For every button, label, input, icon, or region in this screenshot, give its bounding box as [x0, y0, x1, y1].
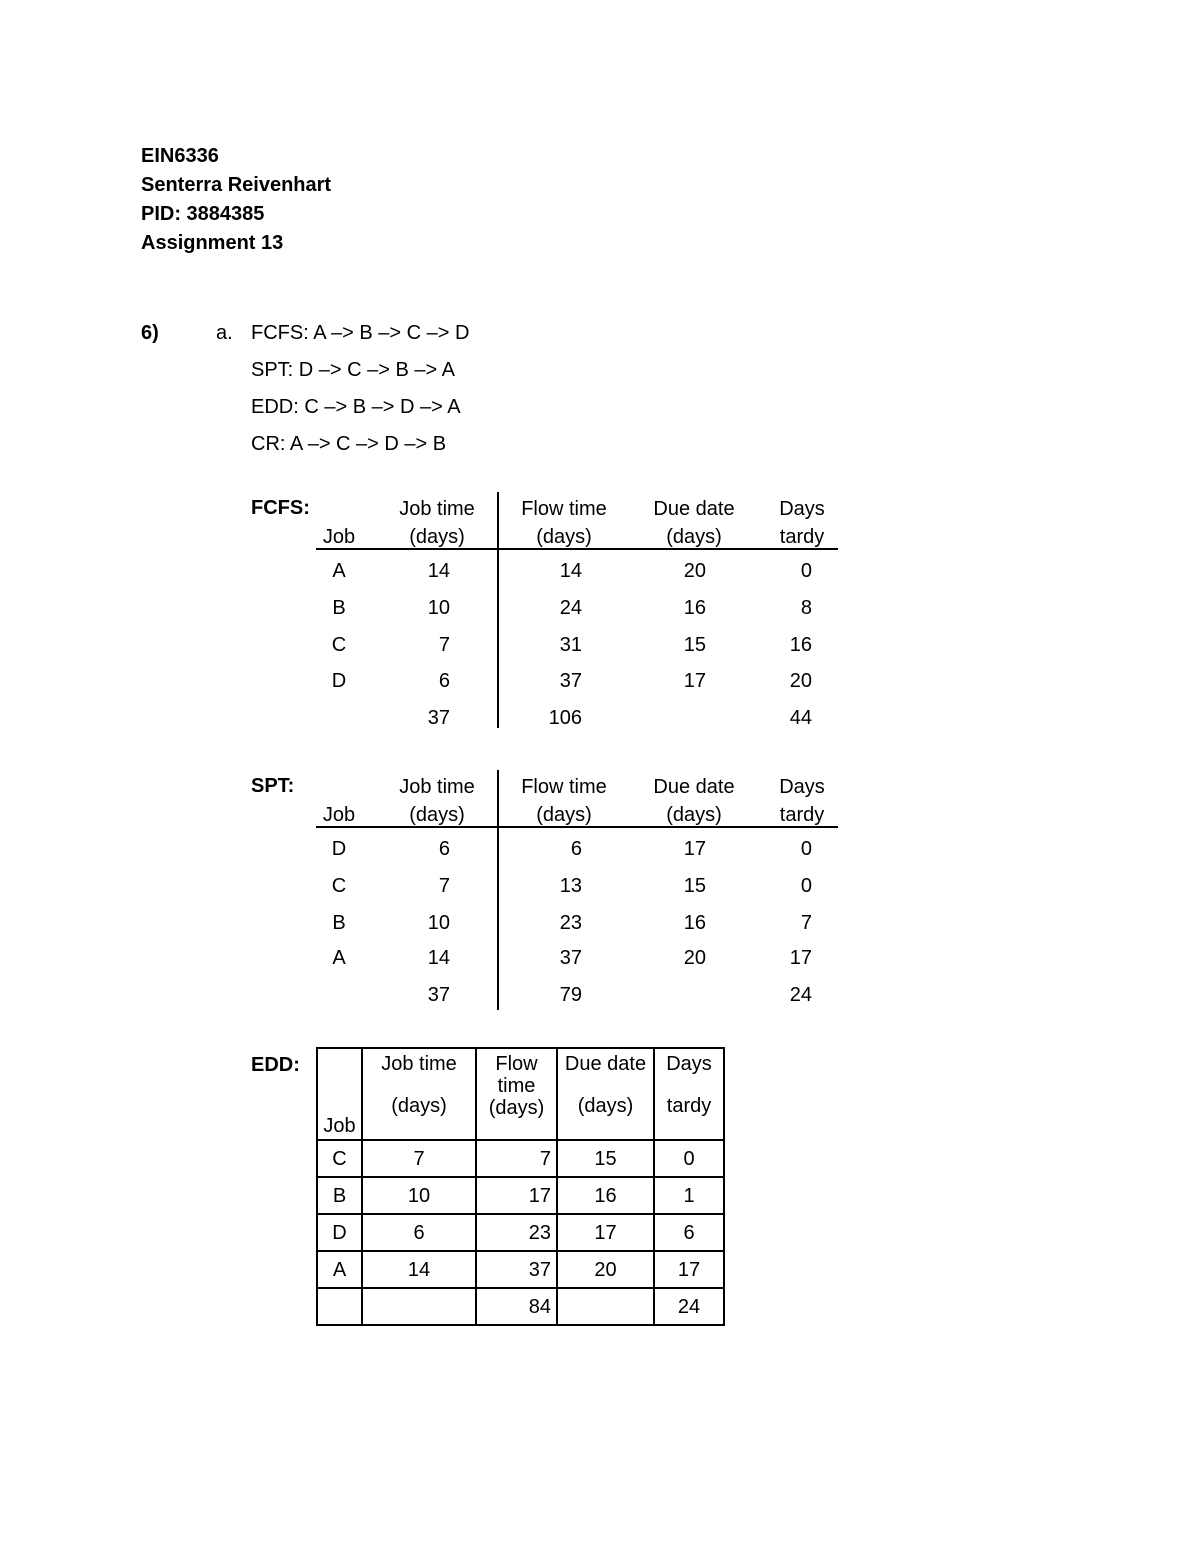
spt-cell-job-time: 6 [438, 838, 450, 860]
spt-vertical-rule [497, 770, 499, 1010]
spt-cell-due-date: 16 [683, 912, 706, 934]
edd-header-job [317, 1048, 362, 1140]
fcfs-cell-flow-time: 37 [559, 670, 582, 692]
edd-header-flow-time-unit: (days) [488, 1097, 545, 1119]
edd-cell-job-time: 7 [362, 1140, 476, 1177]
spt-cell-flow-time: 23 [559, 912, 582, 934]
spt-header-job: Job [322, 804, 356, 826]
spt-cell-tardy: 0 [800, 875, 812, 897]
student-pid: PID: 3884385 [141, 203, 265, 225]
question-number: 6) [141, 322, 159, 344]
spt-cell-tardy: 0 [800, 838, 812, 860]
edd-header-flow-text: Flow [495, 1053, 538, 1075]
spt-cell-job: D [331, 838, 347, 860]
edd-header-days-tardy [654, 1048, 724, 1140]
fcfs-header-job: Job [322, 526, 356, 548]
edd-cell-tardy: 6 [654, 1214, 724, 1251]
spt-total-flow-time: 79 [559, 984, 582, 1006]
spt-cell-due-date: 20 [683, 947, 706, 969]
fcfs-total-tardy: 44 [789, 707, 812, 729]
spt-total-job-time: 37 [427, 984, 450, 1006]
fcfs-cell-job: A [332, 560, 346, 582]
spt-header-job-time: Job time [399, 776, 475, 798]
edd-cell-job: C [317, 1140, 362, 1177]
fcfs-cell-flow-time: 14 [559, 560, 582, 582]
course-code: EIN6336 [141, 145, 219, 167]
edd-header-tardy-text: tardy [666, 1095, 712, 1117]
edd-cell-flow-time: 23 [476, 1214, 557, 1251]
fcfs-cell-job-time: 6 [438, 670, 450, 692]
edd-cell-job: D [317, 1214, 362, 1251]
fcfs-header-rule [316, 548, 838, 550]
spt-cell-flow-time: 13 [559, 875, 582, 897]
fcfs-header-tardy: tardy [779, 526, 825, 548]
edd-header-due-date [557, 1048, 654, 1140]
fcfs-cell-tardy: 16 [789, 634, 812, 656]
fcfs-header-job-time-unit: (days) [409, 526, 465, 548]
edd-row [317, 1214, 724, 1251]
fcfs-cell-job: B [332, 597, 346, 619]
fcfs-header-days: Days [779, 498, 825, 520]
student-name: Senterra Reivenhart [141, 174, 332, 196]
fcfs-cell-due-date: 16 [683, 597, 706, 619]
assignment-title: Assignment 13 [141, 232, 284, 254]
sequence-cr: CR: A –> C –> D –> B [251, 433, 447, 455]
fcfs-cell-tardy: 8 [800, 597, 812, 619]
spt-cell-flow-time: 6 [570, 838, 582, 860]
fcfs-header-flow-time: Flow time [521, 498, 607, 520]
edd-total-job-time [362, 1288, 476, 1325]
edd-cell-job-time: 14 [362, 1251, 476, 1288]
spt-header-rule [316, 826, 838, 828]
fcfs-cell-due-date: 20 [683, 560, 706, 582]
edd-header-due-date-text: Due date [564, 1053, 647, 1075]
edd-total-job [317, 1288, 362, 1325]
fcfs-header-due-date-unit: (days) [666, 526, 722, 548]
edd-header-days-text: Days [666, 1053, 712, 1075]
spt-total-tardy: 24 [789, 984, 812, 1006]
spt-cell-job-time: 7 [438, 875, 450, 897]
edd-cell-job: B [317, 1177, 362, 1214]
spt-cell-tardy: 17 [789, 947, 812, 969]
fcfs-cell-job: D [331, 670, 347, 692]
fcfs-cell-due-date: 15 [683, 634, 706, 656]
edd-header-flow-time [476, 1048, 557, 1140]
spt-header-due-date-unit: (days) [666, 804, 722, 826]
spt-cell-job: C [331, 875, 347, 897]
fcfs-cell-tardy: 20 [789, 670, 812, 692]
edd-header-flow-time-text: time [497, 1075, 536, 1097]
fcfs-cell-flow-time: 31 [559, 634, 582, 656]
fcfs-cell-job-time: 7 [438, 634, 450, 656]
edd-header-row [317, 1048, 724, 1140]
edd-header-job-time-unit: (days) [391, 1095, 447, 1117]
sequence-spt: SPT: D –> C –> B –> A [251, 359, 456, 381]
spt-header-job-time-unit: (days) [409, 804, 465, 826]
question-part: a. [216, 322, 233, 344]
edd-cell-job-time: 6 [362, 1214, 476, 1251]
edd-row [317, 1177, 724, 1214]
spt-cell-job-time: 14 [427, 947, 450, 969]
fcfs-header-flow-time-unit: (days) [536, 526, 592, 548]
fcfs-cell-job-time: 14 [427, 560, 450, 582]
edd-cell-tardy: 0 [654, 1140, 724, 1177]
edd-cell-job: A [317, 1251, 362, 1288]
edd-cell-tardy: 1 [654, 1177, 724, 1214]
edd-header-due-date-unit: (days) [577, 1095, 634, 1117]
sequence-edd: EDD: C –> B –> D –> A [251, 396, 461, 418]
edd-cell-job-time: 10 [362, 1177, 476, 1214]
spt-cell-due-date: 17 [683, 838, 706, 860]
fcfs-cell-flow-time: 24 [559, 597, 582, 619]
spt-header-days: Days [779, 776, 825, 798]
spt-cell-due-date: 15 [683, 875, 706, 897]
edd-total-due-date [557, 1288, 654, 1325]
edd-cell-flow-time: 17 [476, 1177, 557, 1214]
fcfs-cell-tardy: 0 [800, 560, 812, 582]
edd-header-job-text: Job [323, 1115, 356, 1137]
spt-cell-tardy: 7 [800, 912, 812, 934]
fcfs-cell-job: C [331, 634, 347, 656]
fcfs-cell-due-date: 17 [683, 670, 706, 692]
fcfs-label: FCFS: [251, 497, 310, 519]
edd-cell-due-date: 16 [557, 1177, 654, 1214]
edd-cell-tardy: 17 [654, 1251, 724, 1288]
spt-cell-flow-time: 37 [559, 947, 582, 969]
edd-total-row [317, 1288, 724, 1325]
fcfs-header-due-date: Due date [653, 498, 735, 520]
fcfs-vertical-rule [497, 492, 499, 728]
edd-table [316, 1047, 725, 1326]
edd-row [317, 1251, 724, 1288]
fcfs-cell-job-time: 10 [427, 597, 450, 619]
spt-header-flow-time-unit: (days) [536, 804, 592, 826]
fcfs-header-job-time: Job time [399, 498, 475, 520]
edd-cell-flow-time: 7 [476, 1140, 557, 1177]
edd-header-job-time-text: Job time [381, 1053, 457, 1075]
spt-cell-job: A [332, 947, 346, 969]
edd-label: EDD: [251, 1054, 300, 1076]
fcfs-total-job-time: 37 [427, 707, 450, 729]
fcfs-total-flow-time: 106 [548, 707, 582, 729]
edd-total-tardy: 24 [654, 1288, 724, 1325]
edd-cell-flow-time: 37 [476, 1251, 557, 1288]
edd-cell-due-date: 15 [557, 1140, 654, 1177]
spt-cell-job-time: 10 [427, 912, 450, 934]
edd-cell-due-date: 20 [557, 1251, 654, 1288]
spt-header-due-date: Due date [653, 776, 735, 798]
spt-cell-job: B [332, 912, 346, 934]
edd-cell-due-date: 17 [557, 1214, 654, 1251]
edd-header-job-time [362, 1048, 476, 1140]
sequence-fcfs: FCFS: A –> B –> C –> D [251, 322, 470, 344]
spt-header-tardy: tardy [779, 804, 825, 826]
spt-header-flow-time: Flow time [521, 776, 607, 798]
spt-label: SPT: [251, 775, 295, 797]
edd-row [317, 1140, 724, 1177]
edd-total-flow-time: 84 [476, 1288, 557, 1325]
